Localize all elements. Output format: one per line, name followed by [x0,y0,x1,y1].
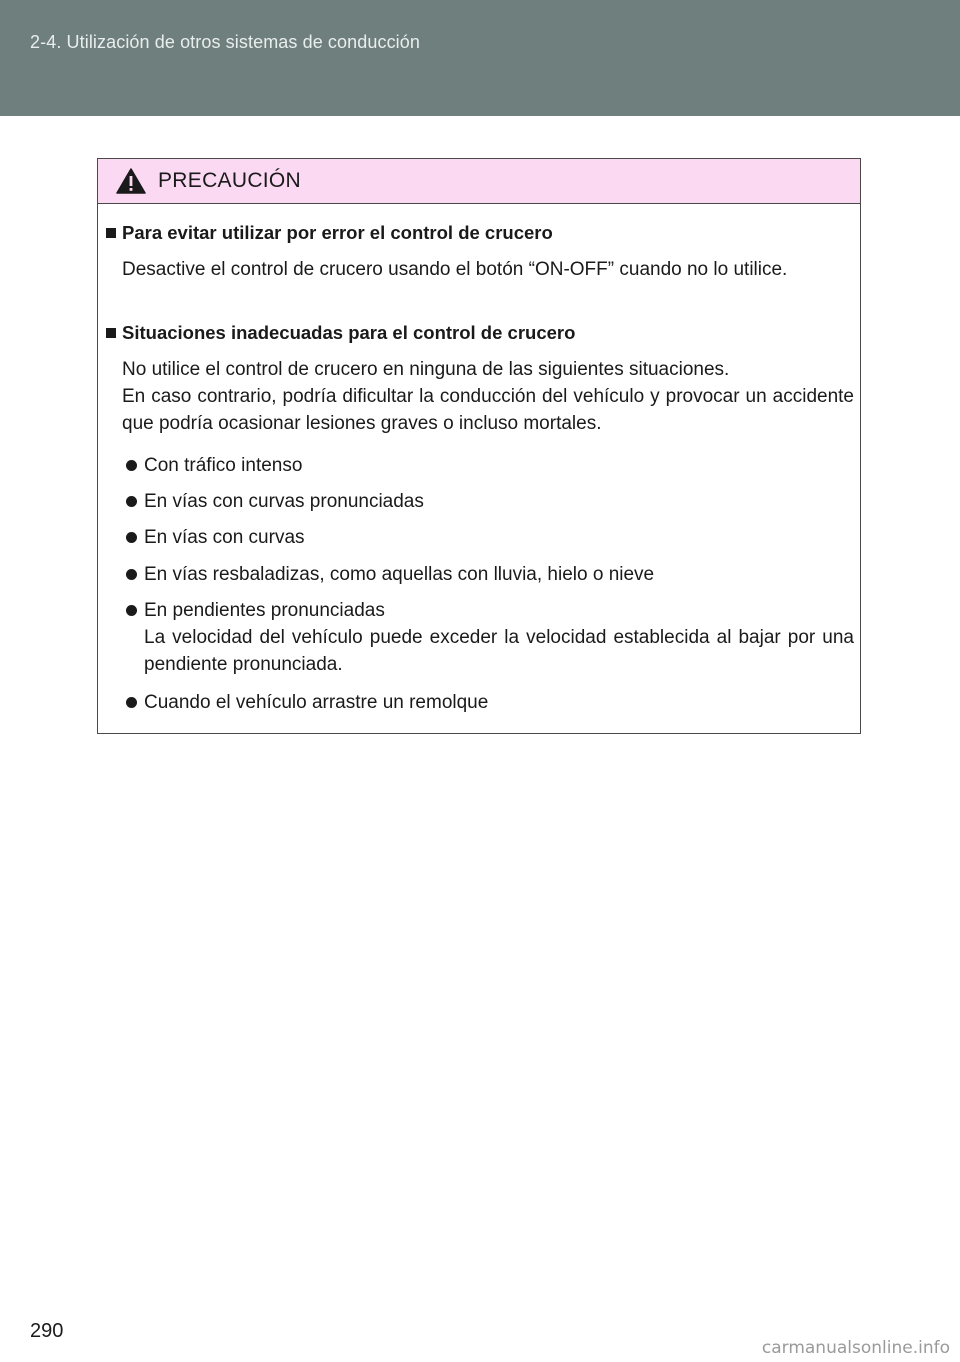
paragraph-line: No utilice el control de crucero en ninguna de las siguientes situaciones. [122,359,730,380]
round-bullet-icon [126,697,137,708]
list-item-text: Cuando el vehículo arrastre un remolque [144,692,489,713]
item-heading-inadequate-situations [106,322,575,344]
round-bullet-icon [126,569,137,580]
list-item [126,689,854,716]
round-bullet-icon [126,496,137,507]
item-heading-accidental-use [106,222,553,244]
watermark: carmanualsonline.info [761,1338,950,1358]
item-paragraph-inadequate-situations [122,356,854,437]
caution-title: PRECAUCIÓN [158,169,302,192]
page-number: 290 [30,1320,64,1342]
list-item-text: En vías con curvas pronunciadas [144,491,424,512]
list-item [126,524,854,551]
round-bullet-icon [126,605,137,616]
list-item-text: Con tráfico intenso [144,455,303,476]
square-bullet-icon [106,328,116,338]
warning-triangle-icon [116,168,146,194]
header-band [0,0,960,116]
caution-header [98,159,860,204]
list-item [126,452,854,479]
square-bullet-icon [106,228,116,238]
list-item-text: En vías resbaladizas, como aquellas con lluvia, hielo o nieve [144,564,655,585]
paragraph-line: En caso contrario, podría dificultar la conducción del vehículo y provocar un accidente que podría ocasionar lesiones graves o incluso mortales. [122,386,854,434]
list-item [126,488,854,515]
list-item-note: La velocidad del vehículo puede exceder la velocidad establecida al bajar por una pendiente pronunciada. [144,627,854,675]
list-item [126,597,854,678]
list-item-text: En vías con curvas [144,527,305,548]
caution-box [97,158,861,734]
section-title: 2-4. Utilización de otros sistemas de conducción [30,32,420,52]
item-heading-text: Situaciones inadecuadas para el control de crucero [122,322,576,343]
item-paragraph-accidental-use: Desactive el control de crucero usando el botón “ON-OFF” cuando no lo utilice. [122,259,788,280]
round-bullet-icon [126,532,137,543]
list-item [126,561,854,588]
list-item-text: En pendientes pronunciadas [144,600,385,621]
round-bullet-icon [126,460,137,471]
item-heading-text: Para evitar utilizar por error el control de crucero [122,222,553,243]
